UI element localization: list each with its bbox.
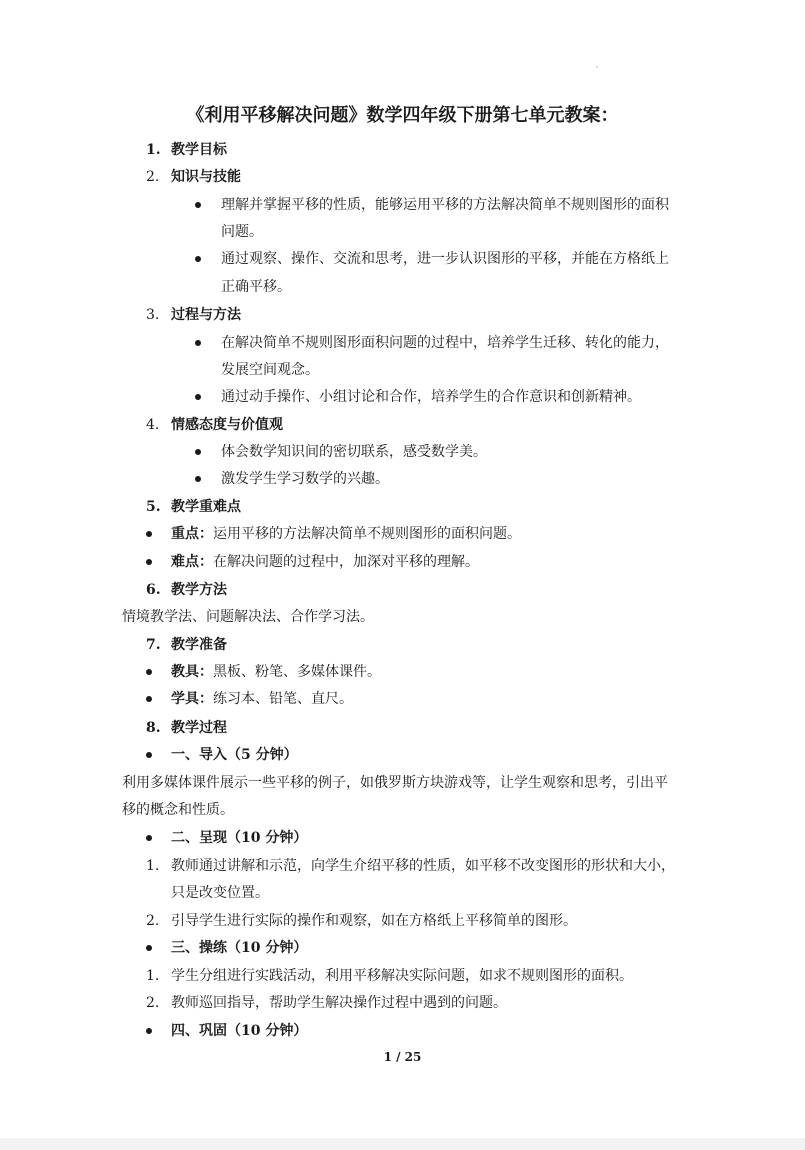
bullet-icon	[146, 531, 152, 537]
bullet-icon	[146, 559, 152, 565]
list-item-key: 重点：	[171, 526, 213, 542]
section-heading: 教学重难点	[171, 499, 241, 515]
bullet-icon	[195, 340, 201, 346]
list-item: 体会数学知识间的密切联系，感受数学美。	[221, 444, 487, 460]
bullet-icon	[146, 669, 152, 675]
bullet-icon	[146, 945, 152, 951]
bullet-icon	[146, 1028, 152, 1034]
bullet-icon	[195, 256, 201, 262]
section-heading: 情感态度与价值观	[171, 417, 283, 433]
step-number: 1.	[146, 858, 160, 874]
section-number: 8.	[146, 720, 161, 736]
step-text: 教师巡回指导，帮助学生解决操作过程中遇到的问题。	[171, 995, 507, 1011]
section-number: 3.	[146, 307, 160, 323]
list-item-continuation: 问题。	[221, 224, 263, 240]
step-text: 教师通过讲解和示范，向学生介绍平移的性质，如平移不改变图形的形状和大小，	[171, 858, 675, 874]
bullet-icon	[195, 476, 201, 482]
phase-heading: 四、巩固（10 分钟）	[171, 1023, 308, 1039]
section-number: 7.	[146, 637, 161, 653]
step-number: 2.	[146, 995, 160, 1011]
list-item	[171, 552, 479, 572]
section-number: 5.	[146, 499, 161, 515]
paragraph: 情境教学法、问题解决法、合作学习法。	[122, 609, 374, 625]
step-text: 引导学生进行实际的操作和观察，如在方格纸上平移简单的图形。	[171, 913, 577, 929]
phase-heading: 三、操练（10 分钟）	[171, 940, 308, 956]
list-item-key: 难点：	[171, 554, 213, 570]
section-number: 2.	[146, 169, 160, 185]
list-item-text: 黑板、粉笔、多媒体课件。	[213, 664, 381, 680]
step-text: 学生分组进行实践活动，利用平移解决实际问题，如求不规则图形的面积。	[171, 968, 633, 984]
paragraph-continuation: 移的概念和性质。	[122, 802, 234, 818]
list-item-text: 练习本、铅笔、直尺。	[213, 691, 353, 707]
list-item: 理解并掌握平移的性质，能够运用平移的方法解决简单不规则图形的面积	[221, 197, 669, 213]
bullet-icon	[146, 696, 152, 702]
phase-heading: 二、呈现（10 分钟）	[171, 830, 308, 846]
list-item-text: 在解决问题的过程中，加深对平移的理解。	[213, 554, 479, 570]
bullet-icon	[146, 835, 152, 841]
list-item-key: 教具：	[171, 664, 213, 680]
list-item-text: 运用平移的方法解决简单不规则图形的面积问题。	[213, 526, 521, 542]
section-heading: 教学过程	[171, 720, 227, 736]
section-heading: 教学准备	[171, 637, 227, 653]
list-item-continuation: 正确平移。	[221, 279, 291, 295]
document-title: 《利用平移解决问题》数学四年级下册第七单元教案：	[186, 105, 619, 126]
list-item: 激发学生学习数学的兴趣。	[221, 471, 389, 487]
section-heading: 教学目标	[171, 142, 227, 158]
scan-speck	[596, 66, 598, 68]
bullet-icon	[195, 202, 201, 208]
list-item-key: 学具：	[171, 691, 213, 707]
list-item: 在解决简单不规则图形面积问题的过程中，培养学生迁移、转化的能力，	[221, 335, 669, 351]
bullet-icon	[146, 752, 152, 758]
bullet-icon	[195, 449, 201, 455]
list-item	[171, 524, 521, 544]
list-item: 通过动手操作、小组讨论和合作，培养学生的合作意识和创新精神。	[221, 389, 641, 405]
bullet-icon	[195, 394, 201, 400]
step-text-continuation: 只是改变位置。	[171, 885, 269, 901]
list-item	[171, 662, 381, 682]
list-item	[171, 689, 353, 709]
phase-heading: 一、导入（5 分钟）	[171, 747, 298, 763]
step-number: 2.	[146, 913, 160, 929]
section-heading: 教学方法	[171, 582, 227, 598]
section-number: 6.	[146, 582, 161, 598]
paragraph: 利用多媒体课件展示一些平移的例子，如俄罗斯方块游戏等，让学生观察和思考，引出平	[122, 775, 668, 791]
list-item-continuation: 发展空间观念。	[221, 362, 319, 378]
list-item: 通过观察、操作、交流和思考，进一步认识图形的平移，并能在方格纸上	[221, 251, 669, 267]
section-heading: 过程与方法	[171, 307, 241, 323]
step-number: 1.	[146, 968, 160, 984]
section-number: 1.	[146, 142, 161, 158]
page-number: 1 / 25	[383, 1050, 422, 1064]
section-heading: 知识与技能	[171, 169, 241, 185]
section-number: 4.	[146, 417, 160, 433]
